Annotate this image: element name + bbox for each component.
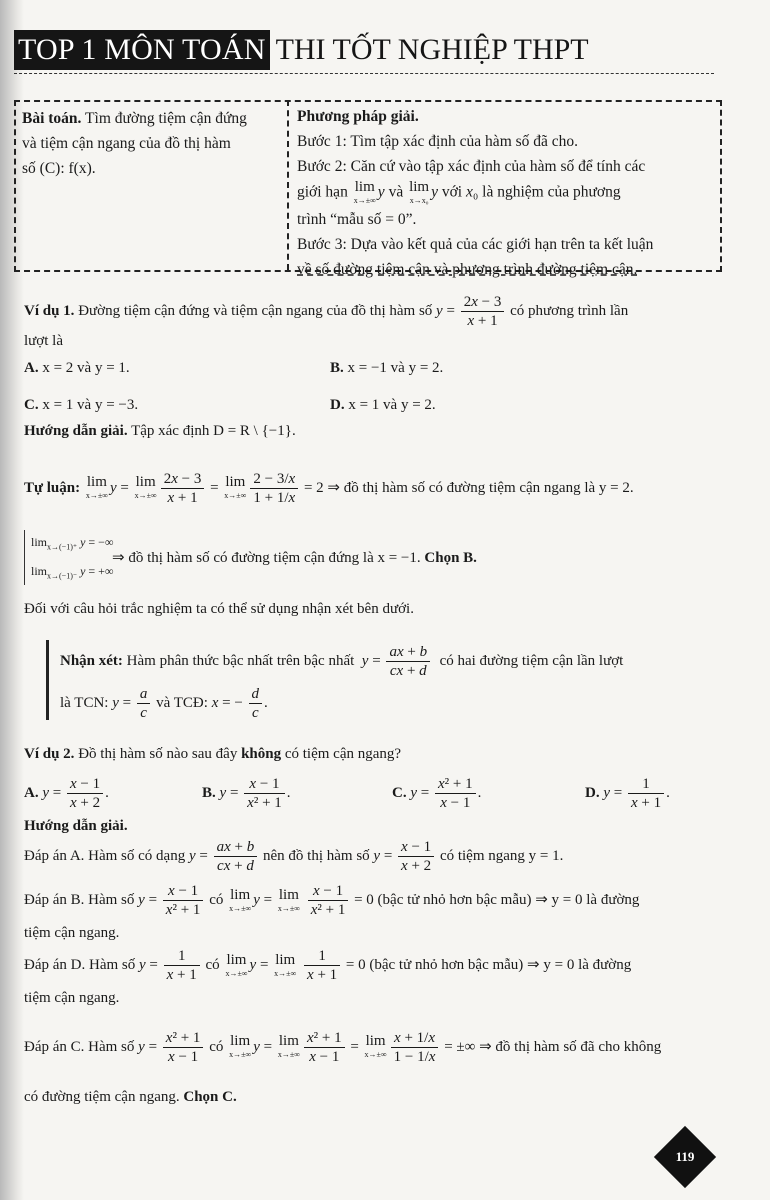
option-text: x = 2 và y = 1.: [42, 360, 130, 376]
one-sided-limits: $\lim_{x\to(-1)^+} y$ = −∞ $\lim_{x\to(-1)^-} y$ = +∞: [24, 530, 114, 585]
text: Đáp án A. Hàm số có dạng: [24, 847, 186, 864]
fraction: $\frac{ax + b}{cx + d}$: [386, 643, 430, 680]
limit-expr: lim x→±∞: [225, 951, 248, 978]
fraction: $\frac{x - 1}{x + 2}$: [67, 775, 103, 812]
fraction: $\frac{x - 1}{\text{x² + 1}}$: [244, 775, 285, 812]
text: Đường tiệm cận đứng và tiệm cận ngang của đồ thị hàm số: [78, 302, 433, 319]
fraction: $\frac{x + 1/x}{1 - 1/x}$: [391, 1029, 439, 1066]
remark-bar: [46, 640, 49, 720]
text: có: [209, 1039, 224, 1055]
limit-expr: lim x→±∞: [134, 474, 157, 500]
limit-expr: lim x→±∞: [277, 1033, 300, 1059]
option-b: B. y = $\frac{x - 1}{\text{x² + 1}}$ .: [202, 776, 291, 811]
text: (bậc tử nhỏ hơn bậc mẫu) ⇒ y = 0 là đường: [369, 956, 632, 973]
problem-text: và tiệm cận ngang của đồ thị hàm: [22, 135, 231, 152]
header-title: THI TỐT NGHIỆP THPT: [275, 33, 589, 66]
limit-expr: lim x→±∞: [364, 1033, 387, 1059]
option-letter: A.: [24, 784, 39, 801]
problem-text: Tìm đường tiệm cận đứng: [85, 110, 247, 127]
fraction: $\frac{x - 1}{\text{x² + 1}}$: [163, 882, 204, 919]
limit-expr: lim x→±∞: [85, 474, 108, 500]
limit-expr: lim x→±∞: [224, 474, 247, 500]
example-1-guide: [24, 420, 296, 442]
option-a: [24, 357, 130, 379]
text: với: [441, 183, 463, 201]
text: có tiệm ngang y = 1.: [439, 847, 564, 864]
answer-c-explain: Đáp án C. Hàm số y = $\frac{\text{x² + 1}}{x - 1}$ có lim x→±∞ y = lim x→±∞ $\frac{\text{x² + 1}}{x - 1}$ = lim x→±∞ $\frac{x + 1/x}{1 - 1/x}$ = ±∞ ⇒ đồ thị hàm số đã cho không: [24, 1029, 662, 1065]
text: có đường tiệm cận ngang.: [24, 1089, 180, 1105]
page-number: 119: [675, 1149, 695, 1164]
header-rule: [14, 73, 714, 74]
tu-luan-label: Tự luận:: [24, 480, 81, 496]
text: giới hạn: [297, 183, 348, 201]
option-text: x = 1 và y = −3.: [42, 397, 139, 413]
text: Đáp án D. Hàm số: [24, 956, 136, 973]
option-text: x = −1 và y = 2.: [347, 360, 444, 376]
remark-line-1: Nhận xét: Hàm phân thức bậc nhất trên bậc nhất y = $\frac{ax + b}{cx + d}$ có hai đường tiệm cận lần lượt: [60, 644, 624, 679]
limit-expr: lim x→±∞: [229, 1033, 252, 1059]
option-c: C. y = $\frac{\text{x² + 1}}{x - 1}$ .: [392, 776, 482, 811]
text: Đáp án B. Hàm số: [24, 891, 135, 908]
answer-choice: Chọn B.: [424, 550, 477, 566]
tu-luan-line: Tự luận: lim x→±∞ y = lim x→±∞ $\frac{2x - 3}{x + 1}$ = lim x→±∞ $\frac{2 - 3/x}{1 + 1/x}$ = 2 ⇒ đồ thị hàm số có đường tiệm cận ngang là y = 2.: [24, 470, 634, 506]
text: có phương trình lần: [510, 302, 629, 319]
text: có hai đường tiệm cận lần lượt: [439, 652, 624, 669]
vertical-asymptote-line: ⇒ đồ thị hàm số có đường tiệm cận đứng là x = −1. Chọn B.: [112, 550, 477, 566]
fraction: $\frac{1}{x + 1}$: [304, 947, 340, 984]
limit-expr: lim x→±∞: [277, 886, 300, 913]
step-1: Bước 1: Tìm tập xác định của hàm số đã cho.: [297, 133, 579, 150]
text: có: [209, 891, 224, 908]
page-header: [14, 30, 589, 70]
domain-text: Tập xác định D = R \ {−1}.: [131, 423, 296, 439]
option-letter: D.: [585, 784, 600, 801]
option-letter: B.: [202, 784, 216, 801]
limit-expr: lim x→±∞: [274, 951, 297, 978]
guide-label: Hướng dẫn giải.: [24, 423, 128, 439]
option-letter: B.: [330, 360, 344, 376]
answer-b-explain: Đáp án B. Hàm số y = $\frac{x - 1}{\text{x² + 1}}$ có lim x→±∞ y = lim x→±∞ $\frac{x - 1}{\text{x² + 1}}$ = 0 (bậc tử nhỏ hơn bậc mẫu) ⇒ y = 0 là đường: [24, 883, 640, 918]
example-2-label: Ví dụ 2.: [24, 746, 75, 762]
text: Đồ thị hàm số nào sau đây: [78, 746, 238, 762]
limit-expr: lim x→±∞: [353, 179, 376, 205]
option-d: D. y = $\frac{1}{x + 1}$ .: [585, 776, 670, 811]
text-bold: không: [241, 746, 282, 762]
limit-expr: lim x→x₀: [409, 179, 430, 205]
option-c: [24, 394, 138, 416]
fraction: $\frac{\text{x² + 1}}{x - 1}$: [163, 1029, 204, 1066]
guide-label: Hướng dẫn giải.: [24, 818, 128, 834]
fraction: $\frac{2x - 3}{x + 1}$: [461, 293, 505, 330]
step-2: Bước 2: Căn cứ vào tập xác định của hàm số để tính các: [297, 158, 646, 175]
remark-label: Nhận xét:: [60, 652, 123, 669]
text: là TCN:: [60, 694, 109, 711]
option-letter: C.: [24, 397, 39, 413]
fraction: $\frac{1}{x + 1}$: [164, 947, 200, 984]
answer-d-explain-end: tiệm cận ngang.: [24, 990, 120, 1006]
text: có tiệm cận ngang?: [284, 746, 402, 762]
option-a: A. y = $\frac{x - 1}{x + 2}$ .: [24, 776, 109, 811]
option-letter: D.: [330, 397, 345, 413]
problem-label: Bài toán.: [22, 110, 82, 127]
example-2-guide: [24, 815, 128, 837]
fraction: $\frac{\text{x² + 1}}{x - 1}$: [304, 1029, 345, 1066]
option-letter: A.: [24, 360, 39, 376]
option-d: [330, 394, 436, 416]
method-box-divider: [287, 100, 289, 270]
text: là nghiệm của phương: [482, 183, 621, 201]
text: và TCĐ:: [156, 694, 208, 711]
option-text: x = 1 và y = 2.: [348, 397, 436, 413]
answer-c-explain-end: [24, 1086, 237, 1108]
answer-d-explain: Đáp án D. Hàm số y = $\frac{1}{x + 1}$ có lim x→±∞ y = lim x→±∞ $\frac{1}{x + 1}$ = 0 (bậc tử nhỏ hơn bậc mẫu) ⇒ y = 0 là đường: [24, 948, 632, 983]
fraction: $\frac{a}{c}$: [137, 685, 151, 722]
fraction: $\frac{1}{x + 1}$: [628, 775, 664, 812]
fraction: $\frac{x - 1}{x + 2}$: [398, 838, 434, 875]
step-2-limits: giới hạn lim x→±∞ y và lim x→x₀ y với x₀ là nghiệm của phương: [297, 179, 621, 205]
fraction: $\frac{x - 1}{\text{x² + 1}}$: [308, 882, 349, 919]
step-3: Bước 3: Dựa vào kết quả của các giới hạn trên ta kết luận: [297, 236, 654, 253]
fraction: $\frac{ax + b}{cx + d}$: [214, 838, 258, 875]
limit-expr: lim x→±∞: [229, 886, 252, 913]
text: đồ thị hàm số có đường tiệm cận ngang là y = 2.: [343, 480, 634, 496]
text: đồ thị hàm số có đường tiệm cận đứng là x = −1.: [128, 550, 421, 566]
step-2-end: trình “mẫu số = 0”.: [297, 211, 417, 228]
text: Đáp án C. Hàm số: [24, 1039, 135, 1055]
fraction: $\frac{\text{x² + 1}}{x - 1}$: [435, 775, 476, 812]
fraction: $\frac{2x - 3}{x + 1}$: [161, 470, 205, 507]
fraction: $\frac{2 - 3/x}{1 + 1/x}$: [250, 470, 298, 507]
example-1-question-end: lượt là: [24, 333, 63, 349]
answer-b-explain-end: tiệm cận ngang.: [24, 925, 120, 941]
example-1-question: Ví dụ 1. Đường tiệm cận đứng và tiệm cận ngang của đồ thị hàm số y = $\frac{2x - 3}{x + 1}$ có phương trình lần: [24, 294, 629, 329]
answer-a-explain: Đáp án A. Hàm số có dạng y = $\frac{ax + b}{cx + d}$ nên đồ thị hàm số y = $\frac{x - 1}{x + 2}$ có tiệm ngang y = 1.: [24, 839, 564, 874]
method-title: Phương pháp giải.: [297, 108, 419, 125]
problem-text: số (C): f(x).: [22, 160, 96, 177]
example-2-question: [24, 743, 401, 765]
option-letter: C.: [392, 784, 407, 801]
problem-statement: [22, 106, 282, 181]
note-text: Đối với câu hỏi trắc nghiệm ta có thể sử dụng nhận xét bên dưới.: [24, 601, 414, 617]
remark-line-2: là TCN: y = $\frac{a}{c}$ và TCĐ: x = − $\frac{d}{c}$ .: [60, 686, 268, 721]
text: Hàm phân thức bậc nhất trên bậc nhất: [126, 652, 355, 669]
method-steps: [297, 104, 707, 282]
step-3-end: về số đường tiệm cận và phương trình đường tiệm cận.: [297, 261, 638, 278]
text: và: [388, 183, 404, 201]
fraction: $\frac{d}{c}$: [249, 685, 263, 722]
text: đồ thị hàm số đã cho không: [495, 1039, 662, 1055]
option-b: [330, 357, 443, 379]
text: có: [205, 956, 220, 973]
header-highlight: TOP 1 MÔN TOÁN: [14, 30, 270, 70]
text: (bậc tử nhỏ hơn bậc mẫu) ⇒ y = 0 là đường: [377, 891, 640, 908]
example-1-label: Ví dụ 1.: [24, 302, 75, 319]
answer-choice: Chọn C.: [183, 1089, 237, 1105]
text: nên đồ thị hàm số: [263, 847, 370, 864]
